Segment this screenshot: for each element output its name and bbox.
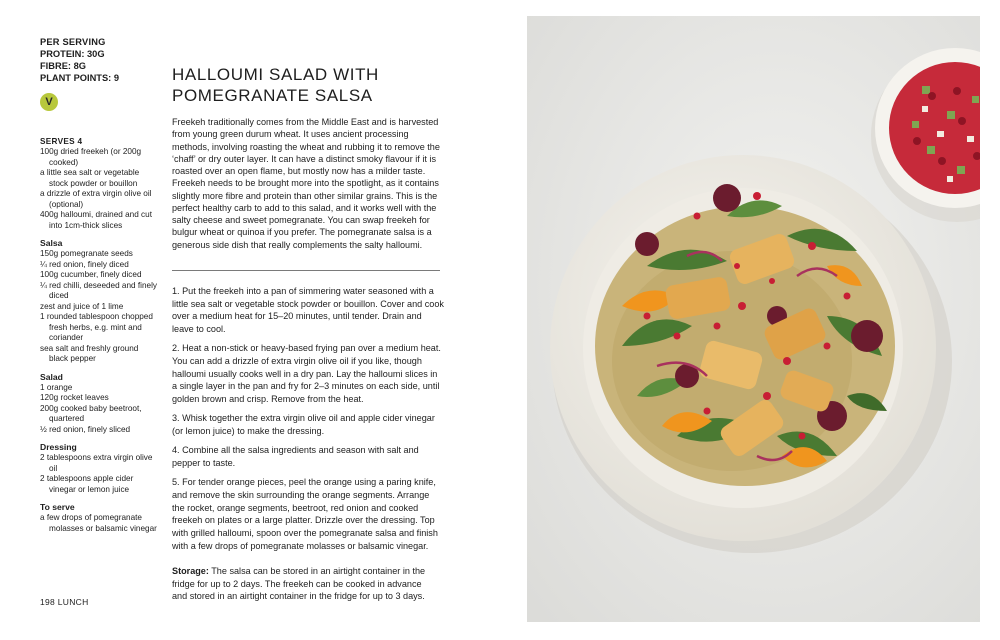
nutrition-plant-points: PLANT POINTS: 9 — [40, 73, 120, 83]
ingredient-item: a drizzle of extra virgin olive oil (optional) — [40, 189, 152, 209]
method-step: 4. Combine all the salsa ingredients and season with salt and pepper to taste. — [172, 445, 419, 468]
ingredient-item: 120g rocket leaves — [40, 393, 109, 402]
ingredient-item: ¼ red onion, finely diced — [40, 259, 129, 269]
page-number: 198 — [40, 597, 56, 607]
ingredient-item: 1 rounded tablespoon chopped fresh herbs, e.g. mint and coriander — [40, 312, 153, 342]
ingredient-item: 100g cucumber, finely diced — [40, 270, 142, 279]
nutrition-panel — [40, 36, 154, 111]
section-name: LUNCH — [57, 597, 89, 607]
method-steps — [172, 285, 444, 559]
page-footer — [40, 597, 89, 607]
nutrition-heading: PER SERVING — [40, 37, 106, 47]
vegetarian-badge-icon: V — [40, 93, 58, 111]
ingredient-item: sea salt and freshly ground black pepper — [40, 343, 139, 363]
storage-note — [172, 565, 434, 603]
ingredients-list — [40, 136, 158, 534]
dressing-heading: Dressing — [40, 442, 77, 452]
to-serve-heading: To serve — [40, 502, 75, 512]
method-step: 5. For tender orange pieces, peel the orange using a paring knife, and remove the skin surrounding the orange segments. Arrange the rocket, orange segments, beetroot, red onion and cooked freekeh on plates or a large platter. Drizzle over the dressing. Top with grilled halloumi, spoon over the pomegranate salsa and finish with a few drops of pomegranate molasses or balsamic vinegar. — [172, 477, 438, 551]
storage-text: The salsa can be stored in an airtight container in the fridge for up to 2 days. The freekeh can be cooked in advance and stored in an airtight container in the fridge for up to 3 days. — [172, 566, 426, 602]
ingredient-item: 2 tablespoons apple cider vinegar or lemon juice — [40, 474, 134, 494]
ingredient-item: 2 tablespoons extra virgin olive oil — [40, 453, 153, 473]
storage-label: Storage: — [172, 566, 209, 576]
ingredient-item: a few drops of pomegranate molasses or balsamic vinegar — [40, 513, 157, 533]
ingredient-item: 200g cooked baby beetroot, quartered — [40, 403, 142, 423]
method-step: 1. Put the freekeh into a pan of simmering water seasoned with a little sea salt or vegetable stock powder or bouillon. Cover and cook over a medium heat for 15–20 minutes, until tender. Drain and leave to cool. — [172, 286, 444, 335]
salad-heading: Salad — [40, 371, 63, 382]
recipe-title-line-1: HALLOUMI SALAD WITH — [172, 65, 379, 84]
ingredient-item: ½ red onion, finely sliced — [40, 424, 131, 434]
nutrition-fibre: FIBRE: 8G — [40, 61, 86, 71]
ingredient-item: zest and juice of 1 lime — [40, 301, 124, 311]
recipe-title-line-2: POMEGRANATE SALSA — [172, 86, 373, 105]
ingredient-item: 1 orange — [40, 382, 73, 392]
ingredient-item: 400g halloumi, drained and cut into 1cm-thick slices — [40, 210, 152, 230]
salsa-heading: Salsa — [40, 238, 63, 248]
food-photo-illustration — [527, 16, 980, 622]
section-divider — [172, 270, 440, 271]
ingredient-item: 100g dried freekeh (or 200g cooked) — [40, 147, 142, 167]
recipe-intro: Freekeh traditionally comes from the Middle East and is harvested from young green durum wheat. It uses ancient processing methods, involving roasting the wheat and rubbing it to remove the ‘chaff’ or dry outer layer. It can have a distinct smoky flavour if it is roasted over an open flame, but mostly now has a milder taste. Freekeh needs to be brought more into the spotlight, as it contains slightly more fibre and protein than other similar grains. This is the perfect healthy carb to add to this salad, and it works well with the salty cheese and sweet pomegranate. You can swap freekeh for bulgur wheat or quinoa if you prefer. The pomegranate salsa is a generous side dish that really complements the salty halloumi. — [172, 117, 440, 250]
recipe-title — [172, 64, 472, 106]
nutrition-protein: PROTEIN: 30G — [40, 49, 105, 59]
halloumi-salad-photo — [527, 16, 980, 622]
serves-heading: SERVES 4 — [40, 137, 83, 146]
method-step: 2. Heat a non-stick or heavy-based frying pan over a medium heat. You can add a drizzle of extra virgin olive oil if you like, though halloumi usually cooks well in a dry pan. Lay the halloumi slices in a single layer in the pan and fry for 2–3 minutes on each side, until golden brown and crisp. Remove from the heat. — [172, 343, 441, 405]
nutrition-info — [40, 36, 154, 84]
method-step: 3. Whisk together the extra virgin olive oil and apple cider vinegar (or lemon juice) to make the dressing. — [172, 413, 435, 437]
ingredient-item: 150g pomegranate seeds — [40, 249, 133, 258]
ingredient-item: ¼ red chilli, deseeded and finely diced — [40, 280, 157, 300]
ingredient-item: a little sea salt or vegetable stock powder or bouillon — [40, 168, 140, 188]
